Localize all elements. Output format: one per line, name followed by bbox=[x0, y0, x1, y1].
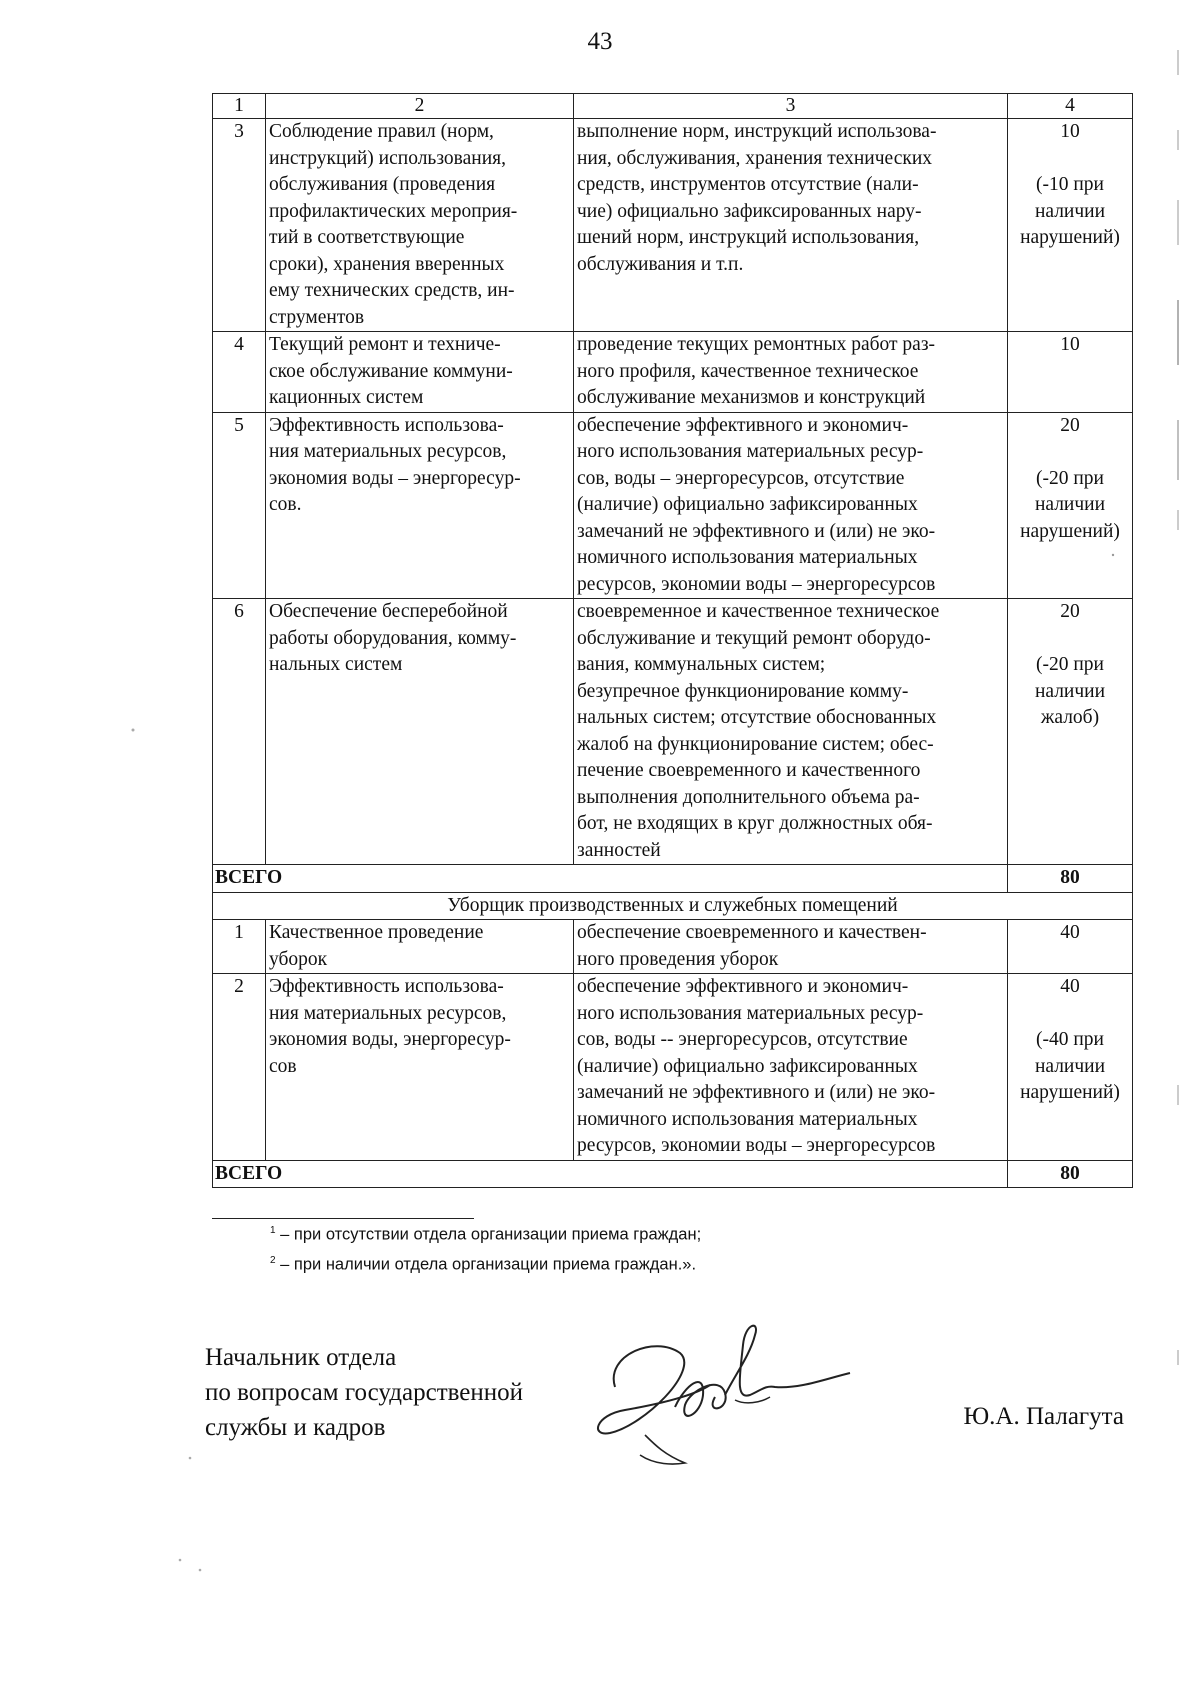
points-cell: 20 (-20 при наличии нарушений) bbox=[1008, 412, 1133, 599]
points-cell: 40 bbox=[1008, 920, 1133, 974]
row-number: 2 bbox=[213, 974, 266, 1161]
description-cell: обеспечение своевременного и качествен- ного проведения уборок bbox=[574, 920, 1008, 974]
criterion-cell: Текущий ремонт и техниче- ское обслуживание коммуни- кационных систем bbox=[266, 332, 574, 413]
row-number: 4 bbox=[213, 332, 266, 413]
header-cell: 4 bbox=[1008, 94, 1133, 119]
table-row bbox=[213, 119, 1133, 332]
description-cell: обеспечение эффективного и экономич- ного использования материальных ресур- сов, воды – энергоресурсов, отсутствие (наличие) официально зафиксированных замечаний не эффективного и (или) не эко- номичного использования материальных ресурсов, экономии воды – энергоресурсов bbox=[574, 412, 1008, 599]
header-cell: 3 bbox=[574, 94, 1008, 119]
table-row bbox=[213, 412, 1133, 599]
points-cell: 10 (-10 при наличии нарушений) bbox=[1008, 119, 1133, 332]
header-cell: 2 bbox=[266, 94, 574, 119]
page-number: 43 bbox=[587, 28, 613, 55]
table-row bbox=[213, 599, 1133, 865]
footnote-mark: 2 bbox=[270, 1255, 276, 1266]
total-label: ВСЕГО bbox=[213, 1160, 1008, 1188]
header-cell: 1 bbox=[213, 94, 266, 119]
footnote-divider bbox=[212, 1218, 474, 1219]
points-cell: 20 (-20 при наличии жалоб) bbox=[1008, 599, 1133, 865]
criterion-cell: Соблюдение правил (норм, инструкций) использования, обслуживания (проведения профилактических мероприя- тий в соответствующие сроки), хранения вверенных ему технических средств, ин- струментов bbox=[266, 119, 574, 332]
section-row bbox=[213, 892, 1133, 920]
description-cell: проведение текущих ремонтных работ раз- ного профиля, качественное техническое обслуживание механизмов и конструкций bbox=[574, 332, 1008, 413]
total-row bbox=[213, 865, 1133, 893]
description-cell: обеспечение эффективного и экономич- ного использования материальных ресур- сов, воды -- энергоресурсов, отсутствие (наличие) официально зафиксированных замечаний не эффективного и (или) не эко- номичного использования материальных ресурсов, экономии воды – энергоресурсов bbox=[574, 974, 1008, 1161]
footnote-mark: 1 bbox=[270, 1225, 276, 1236]
points-cell: 10 bbox=[1008, 332, 1133, 413]
criteria-table bbox=[212, 93, 1133, 1188]
description-cell: своевременное и качественное техническое обслуживание и текущий ремонт оборудо- вания, коммунальных систем; безупречное функционирование комму- нальных систем; отсутствие обоснованных жалоб на функционирование систем; обес- печение своевременного и качественного выполнения дополнительного объема ра- бот, не входящих в круг должностных обя- занностей bbox=[574, 599, 1008, 865]
total-row bbox=[213, 1160, 1133, 1188]
row-number: 6 bbox=[213, 599, 266, 865]
points-cell: 40 (-40 при наличии нарушений) bbox=[1008, 974, 1133, 1161]
row-number: 3 bbox=[213, 119, 266, 332]
criterion-cell: Обеспечение бесперебойной работы оборудования, комму- нальных систем bbox=[266, 599, 574, 865]
footnote-2 bbox=[270, 1255, 696, 1275]
row-number: 1 bbox=[213, 920, 266, 974]
signatory-name: Ю.А. Палагута bbox=[963, 1403, 1124, 1430]
table-row bbox=[213, 332, 1133, 413]
footnote-1 bbox=[270, 1225, 701, 1245]
footnote-text: – при отсутствии отдела организации приема граждан; bbox=[275, 1225, 702, 1244]
table-row bbox=[213, 974, 1133, 1161]
footnote-text: – при наличии отдела организации приема граждан.». bbox=[275, 1255, 697, 1274]
handwritten-signature bbox=[585, 1315, 855, 1470]
criterion-cell: Качественное проведение уборок bbox=[266, 920, 574, 974]
signatory-title: Начальник отдела по вопросам государственной службы и кадров bbox=[205, 1344, 524, 1441]
section-title: Уборщик производственных и служебных помещений bbox=[213, 892, 1133, 920]
description-cell: выполнение норм, инструкций использова- ния, обслуживания, хранения технических средств, инструментов отсутствие (нали- чие) официально зафиксированных нару- шений норм, инструкций использования, обслуживания и т.п. bbox=[574, 119, 1008, 332]
total-value: 80 bbox=[1008, 865, 1133, 893]
criterion-cell: Эффективность использова- ния материальных ресурсов, экономия воды – энергоресур- сов. bbox=[266, 412, 574, 599]
criterion-cell: Эффективность использова- ния материальных ресурсов, экономия воды, энергоресур- сов bbox=[266, 974, 574, 1161]
total-value: 80 bbox=[1008, 1160, 1133, 1188]
table-header-row bbox=[213, 94, 1133, 119]
table-row bbox=[213, 920, 1133, 974]
total-label: ВСЕГО bbox=[213, 865, 1008, 893]
row-number: 5 bbox=[213, 412, 266, 599]
